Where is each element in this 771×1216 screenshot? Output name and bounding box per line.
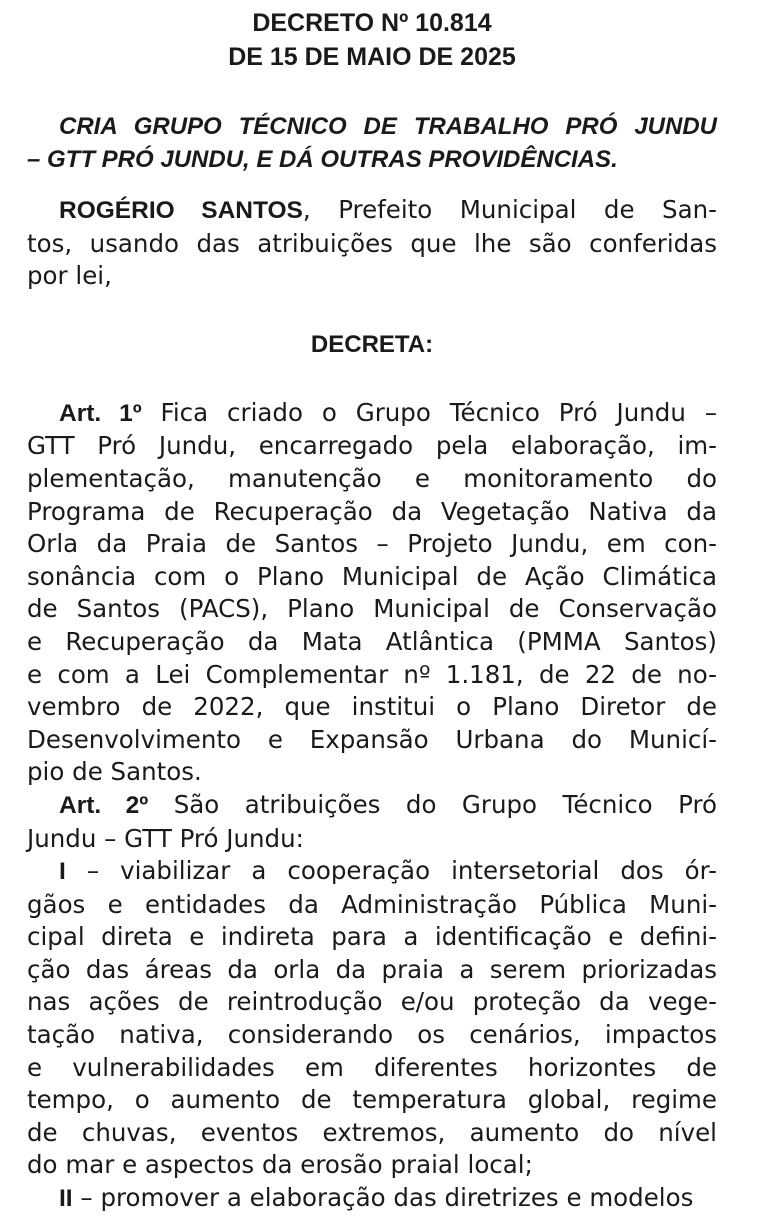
article-line: Art. 2º São atribuições do Grupo Técnico Pró	[59, 789, 717, 819]
article-line: Orla da Praia de Santos – Projeto Jundu, em con-	[27, 529, 717, 559]
article-line: GTT Pró Jundu, encarregado pela elaboração, im-	[27, 431, 717, 461]
article-line: plementação, manutenção e monitoramento do	[27, 463, 717, 493]
article-line: Jundu – GTT Pró Jundu:	[27, 823, 304, 853]
decree-title	[27, 6, 717, 74]
inciso-2	[27, 1182, 717, 1216]
inciso-line: nas ações de reintrodução e/ou proteção da vege-	[27, 987, 717, 1017]
summary-line: – GTT PRÓ JUNDU, E DÁ OUTRAS PROVIDÊNCIAS.	[27, 146, 618, 173]
inciso-2-label: II	[59, 1185, 73, 1213]
inciso-line: de chuvas, eventos extremos, aumento do nível	[27, 1117, 717, 1147]
inciso-line: I – viabilizar a cooperação intersetorial dos ór-	[59, 856, 717, 886]
mayor-name: ROGÉRIO SANTOS	[59, 197, 303, 224]
decree-date: DE 15 DE MAIO DE 2025	[228, 43, 516, 71]
article-2-label: Art. 2º	[59, 791, 149, 819]
decreta-heading: DECRETA:	[310, 330, 434, 358]
inciso-line: e vulnerabilidades em diferentes horizontes de	[27, 1052, 717, 1082]
preamble-line: por lei,	[27, 261, 112, 291]
article-2	[27, 789, 717, 855]
inciso-line: ção das áreas da orla da praia a serem priorizadas	[27, 954, 717, 984]
preamble-line: tos, usando das atribuições que lhe são conferidas	[27, 228, 717, 258]
article-line: sonância com o Plano Municipal de Ação Climática	[27, 561, 717, 591]
inciso-1-label: I	[59, 858, 66, 886]
decree-number: DECRETO Nº 10.814	[252, 9, 492, 37]
article-line: e com a Lei Complementar nº 1.181, de 22 de no-	[27, 659, 717, 689]
preamble-line: ROGÉRIO SANTOS, Prefeito Municipal de San-	[59, 195, 717, 224]
summary-line: CRIA GRUPO TÉCNICO DE TRABALHO PRÓ JUNDU	[59, 113, 717, 140]
inciso-line: tação nativa, considerando os cenários, impactos	[27, 1020, 717, 1050]
article-line: de Santos (PACS), Plano Municipal de Conservação	[27, 594, 717, 624]
inciso-line: cipal direta e indireta para a identificação e defini-	[27, 922, 717, 952]
article-line: Art. 1º Fica criado o Grupo Técnico Pró Jundu –	[59, 397, 717, 427]
article-line: Desenvolvimento e Expansão Urbana do Municí-	[27, 724, 717, 754]
article-1	[27, 397, 717, 789]
inciso-line: gãos e entidades da Administração Pública Muni-	[27, 889, 717, 919]
article-line: vembro de 2022, que institui o Plano Diretor de	[27, 692, 717, 722]
article-line: e Recuperação da Mata Atlântica (PMMA Santos)	[27, 626, 717, 656]
inciso-line: do mar e aspectos da erosão praial local;	[27, 1150, 533, 1180]
document-page	[27, 0, 717, 1216]
inciso-line-partial: II – promover a elaboração das diretrizes e modelos	[59, 1183, 694, 1213]
preamble	[27, 194, 717, 293]
article-line: pio de Santos.	[27, 757, 202, 787]
article-1-label: Art. 1º	[59, 399, 142, 427]
inciso-1	[27, 855, 717, 1182]
article-line: Programa de Recuperação da Vegetação Nativa da	[27, 496, 717, 526]
decree-summary	[27, 110, 717, 176]
inciso-line: tempo, o aumento de temperatura global, regime	[27, 1085, 717, 1115]
